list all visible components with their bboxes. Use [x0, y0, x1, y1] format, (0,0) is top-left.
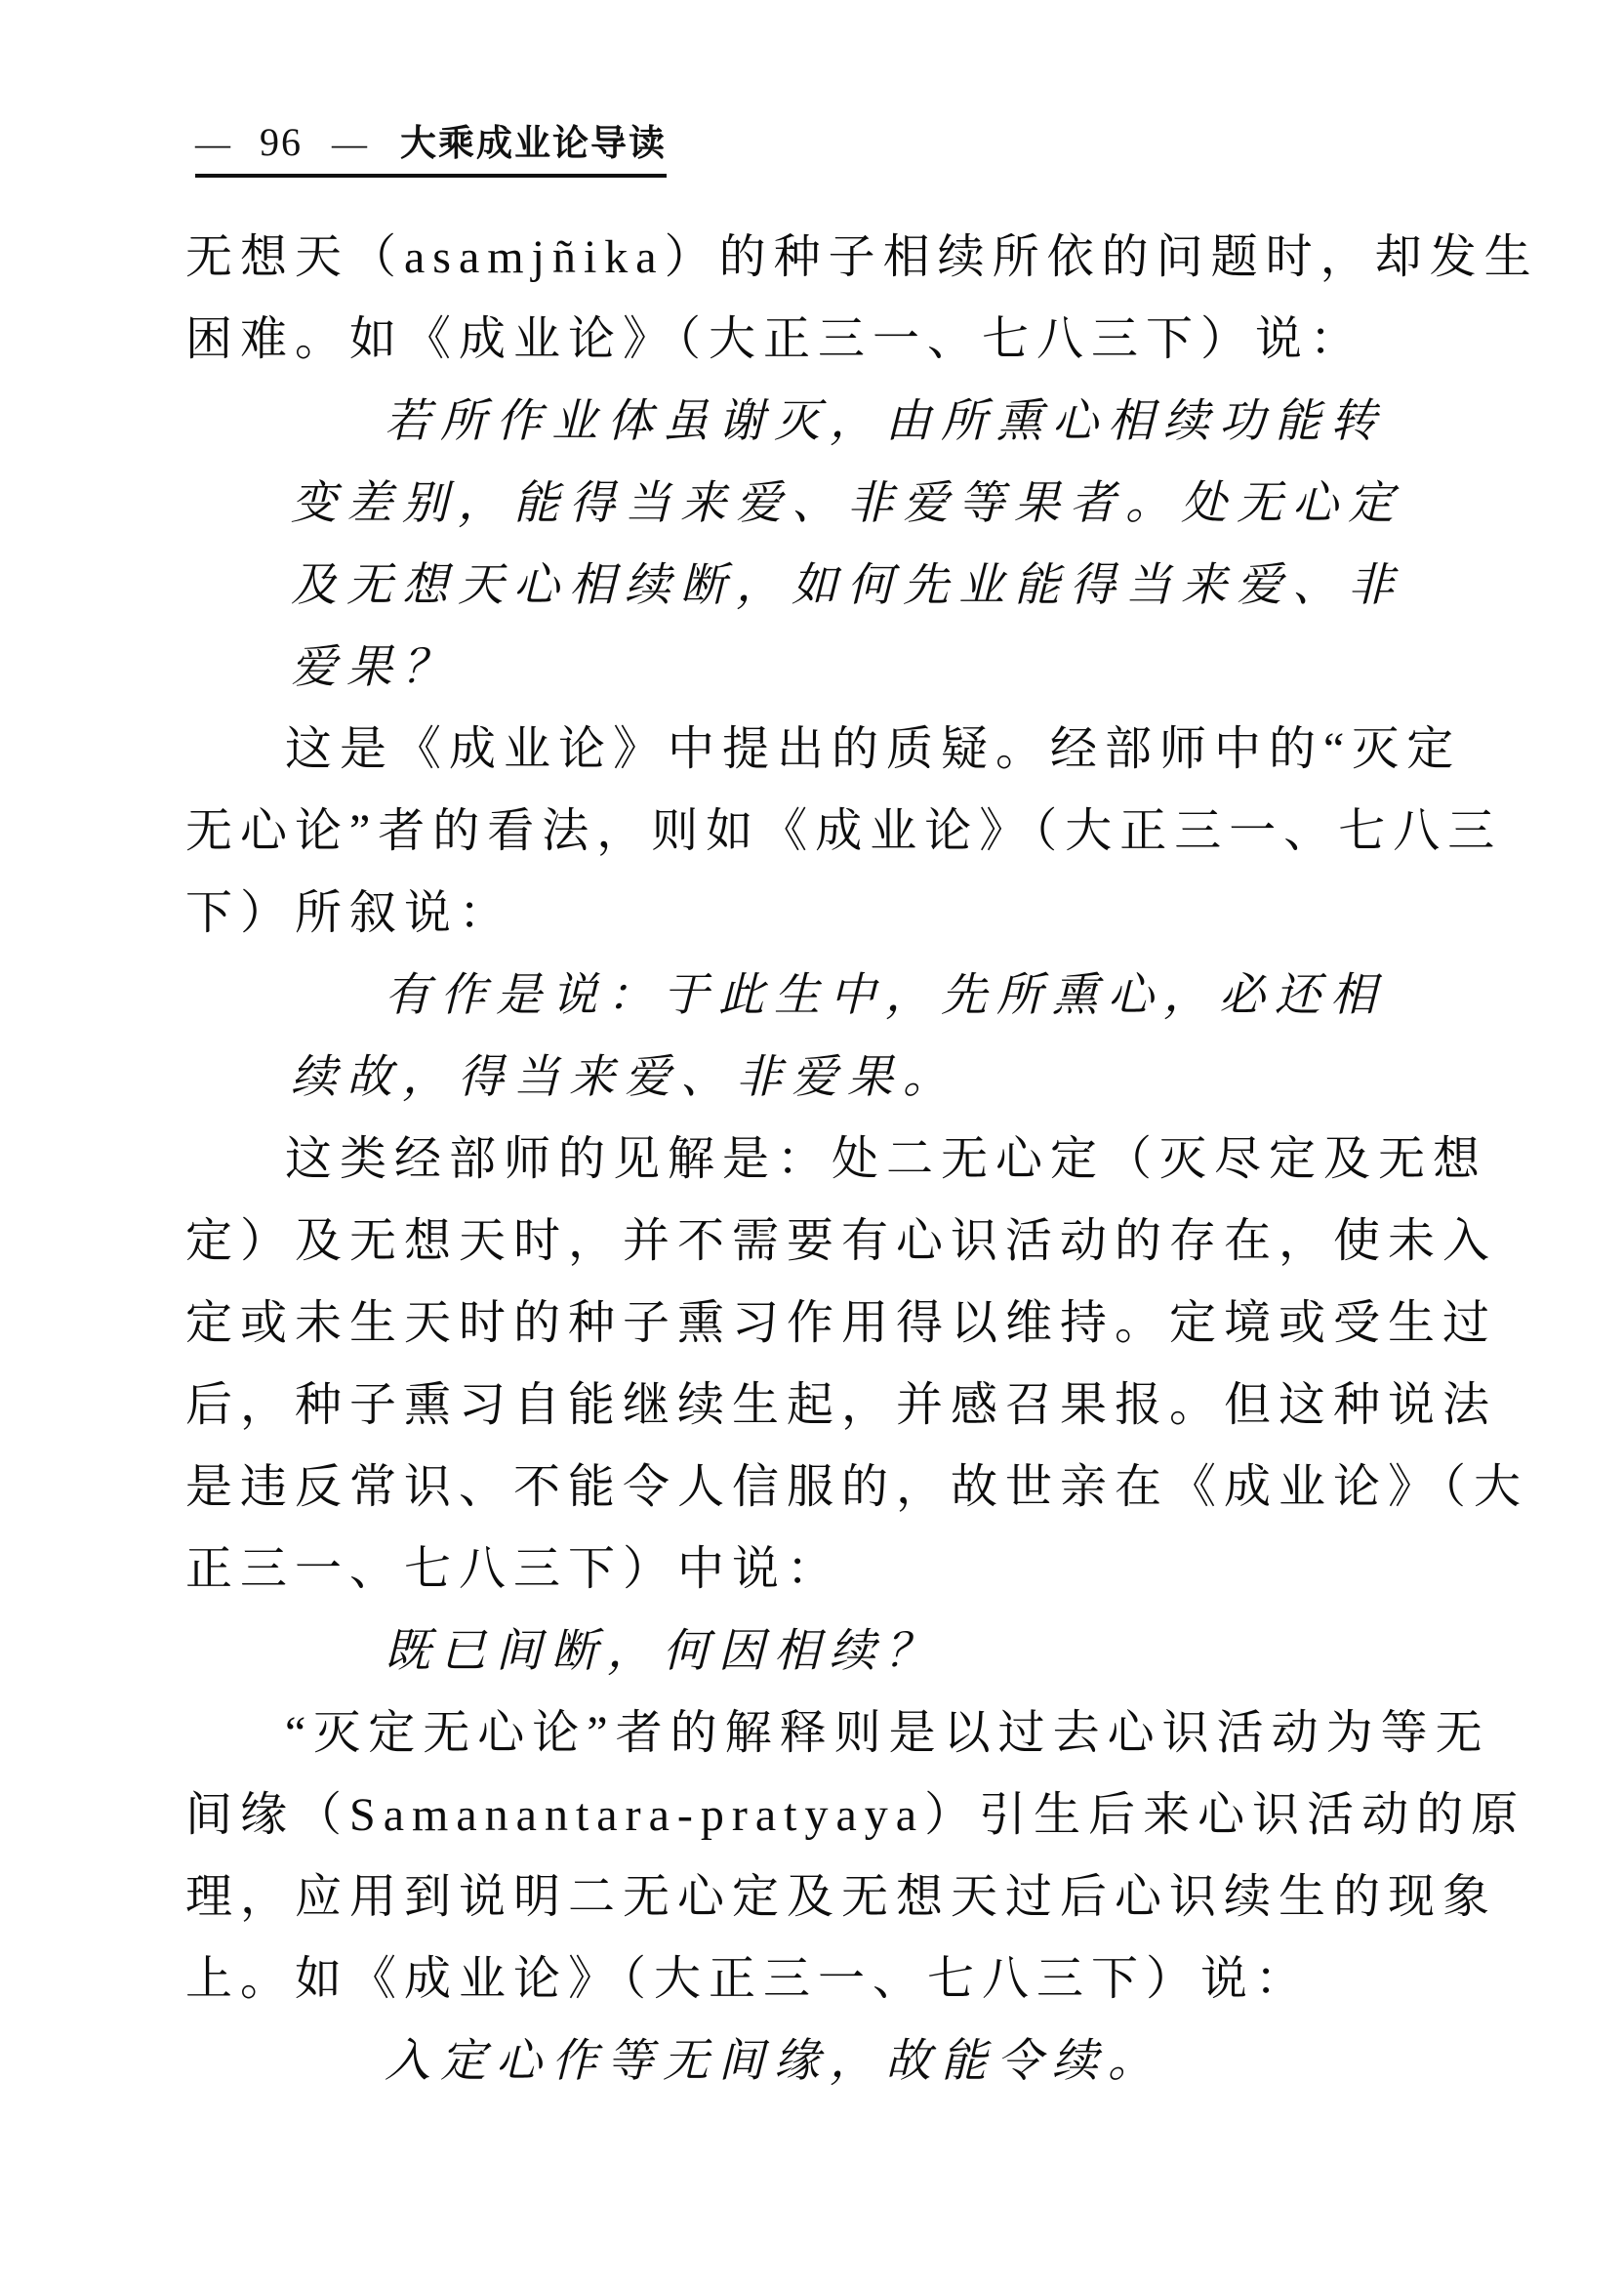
quote-1-line-1: 若所作业体虽谢灭，由所熏心相续功能转 [385, 396, 1386, 447]
paragraph-4-line-3: 理，应用到说明二无心定及无想天过后心识续生的现象 [185, 1871, 1498, 1923]
paragraph-4-line-1: “灭定无心论”者的解释则是以过去心识活动为等无 [285, 1707, 1490, 1759]
page-header [195, 121, 667, 178]
paragraph-2-line-1: 这是《成业论》中提出的质疑。经部师中的“灭定 [285, 723, 1462, 775]
paragraph-2-line-2: 无心论”者的看法，则如《成业论》（大正三一、七八三 [185, 805, 1503, 857]
paragraph-4-line-4: 上。如《成业论》（大正三一、七八三下）说： [185, 1953, 1311, 2005]
paragraph-3-line-2: 定）及无想天时，并不需要有心识活动的存在，使未入 [185, 1215, 1498, 1267]
header-dash-left: — [195, 124, 230, 163]
paragraph-2-line-3: 下）所叙说： [185, 887, 514, 939]
page-content [185, 217, 1539, 2102]
paragraph-3-line-3: 定或未生天时的种子熏习作用得以维持。定境或受生过 [185, 1297, 1498, 1349]
page-number: 96 [260, 120, 303, 164]
quote-3-line-1: 既已间断，何因相续？ [385, 1626, 941, 1677]
quote-4-line-1: 入定心作等无间缘，故能令续。 [385, 2036, 1163, 2087]
book-title: 大乘成业论导读 [400, 124, 667, 164]
paragraph-3-line-5: 是违反常识、不能令人信服的，故世亲在《成业论》（大 [185, 1461, 1529, 1513]
paragraph-4-line-2: 间缘（Samanantara-pratyaya）引生后来心识活动的原 [185, 1789, 1526, 1841]
quote-2-line-1: 有作是说：于此生中，先所熏心，必还相 [385, 970, 1386, 1021]
paragraph-3-line-1: 这类经部师的见解是：处二无心定（灭尽定及无想 [285, 1133, 1488, 1185]
paragraph-1-line-1: 无想天（asamjñika）的种子相续所依的问题时，却发生 [185, 231, 1539, 283]
paragraph-3-line-4: 后，种子熏习自能继续生起，并感召果报。但这种说法 [185, 1379, 1498, 1431]
quote-1-line-4: 爱果？ [291, 642, 458, 693]
paragraph-3-line-6: 正三一、七八三下）中说： [185, 1543, 842, 1595]
header-dash-right: — [332, 124, 367, 163]
quote-1-line-3: 及无想天心相续断，如何先业能得当来爱、非 [291, 560, 1403, 611]
paragraph-1-line-2: 困难。如《成业论》（大正三一、七八三下）说： [185, 313, 1365, 365]
quote-2-line-2: 续故，得当来爱、非爱果。 [291, 1052, 958, 1103]
quote-1-line-2: 变差别，能得当来爱、非爱等果者。处无心定 [291, 478, 1403, 529]
